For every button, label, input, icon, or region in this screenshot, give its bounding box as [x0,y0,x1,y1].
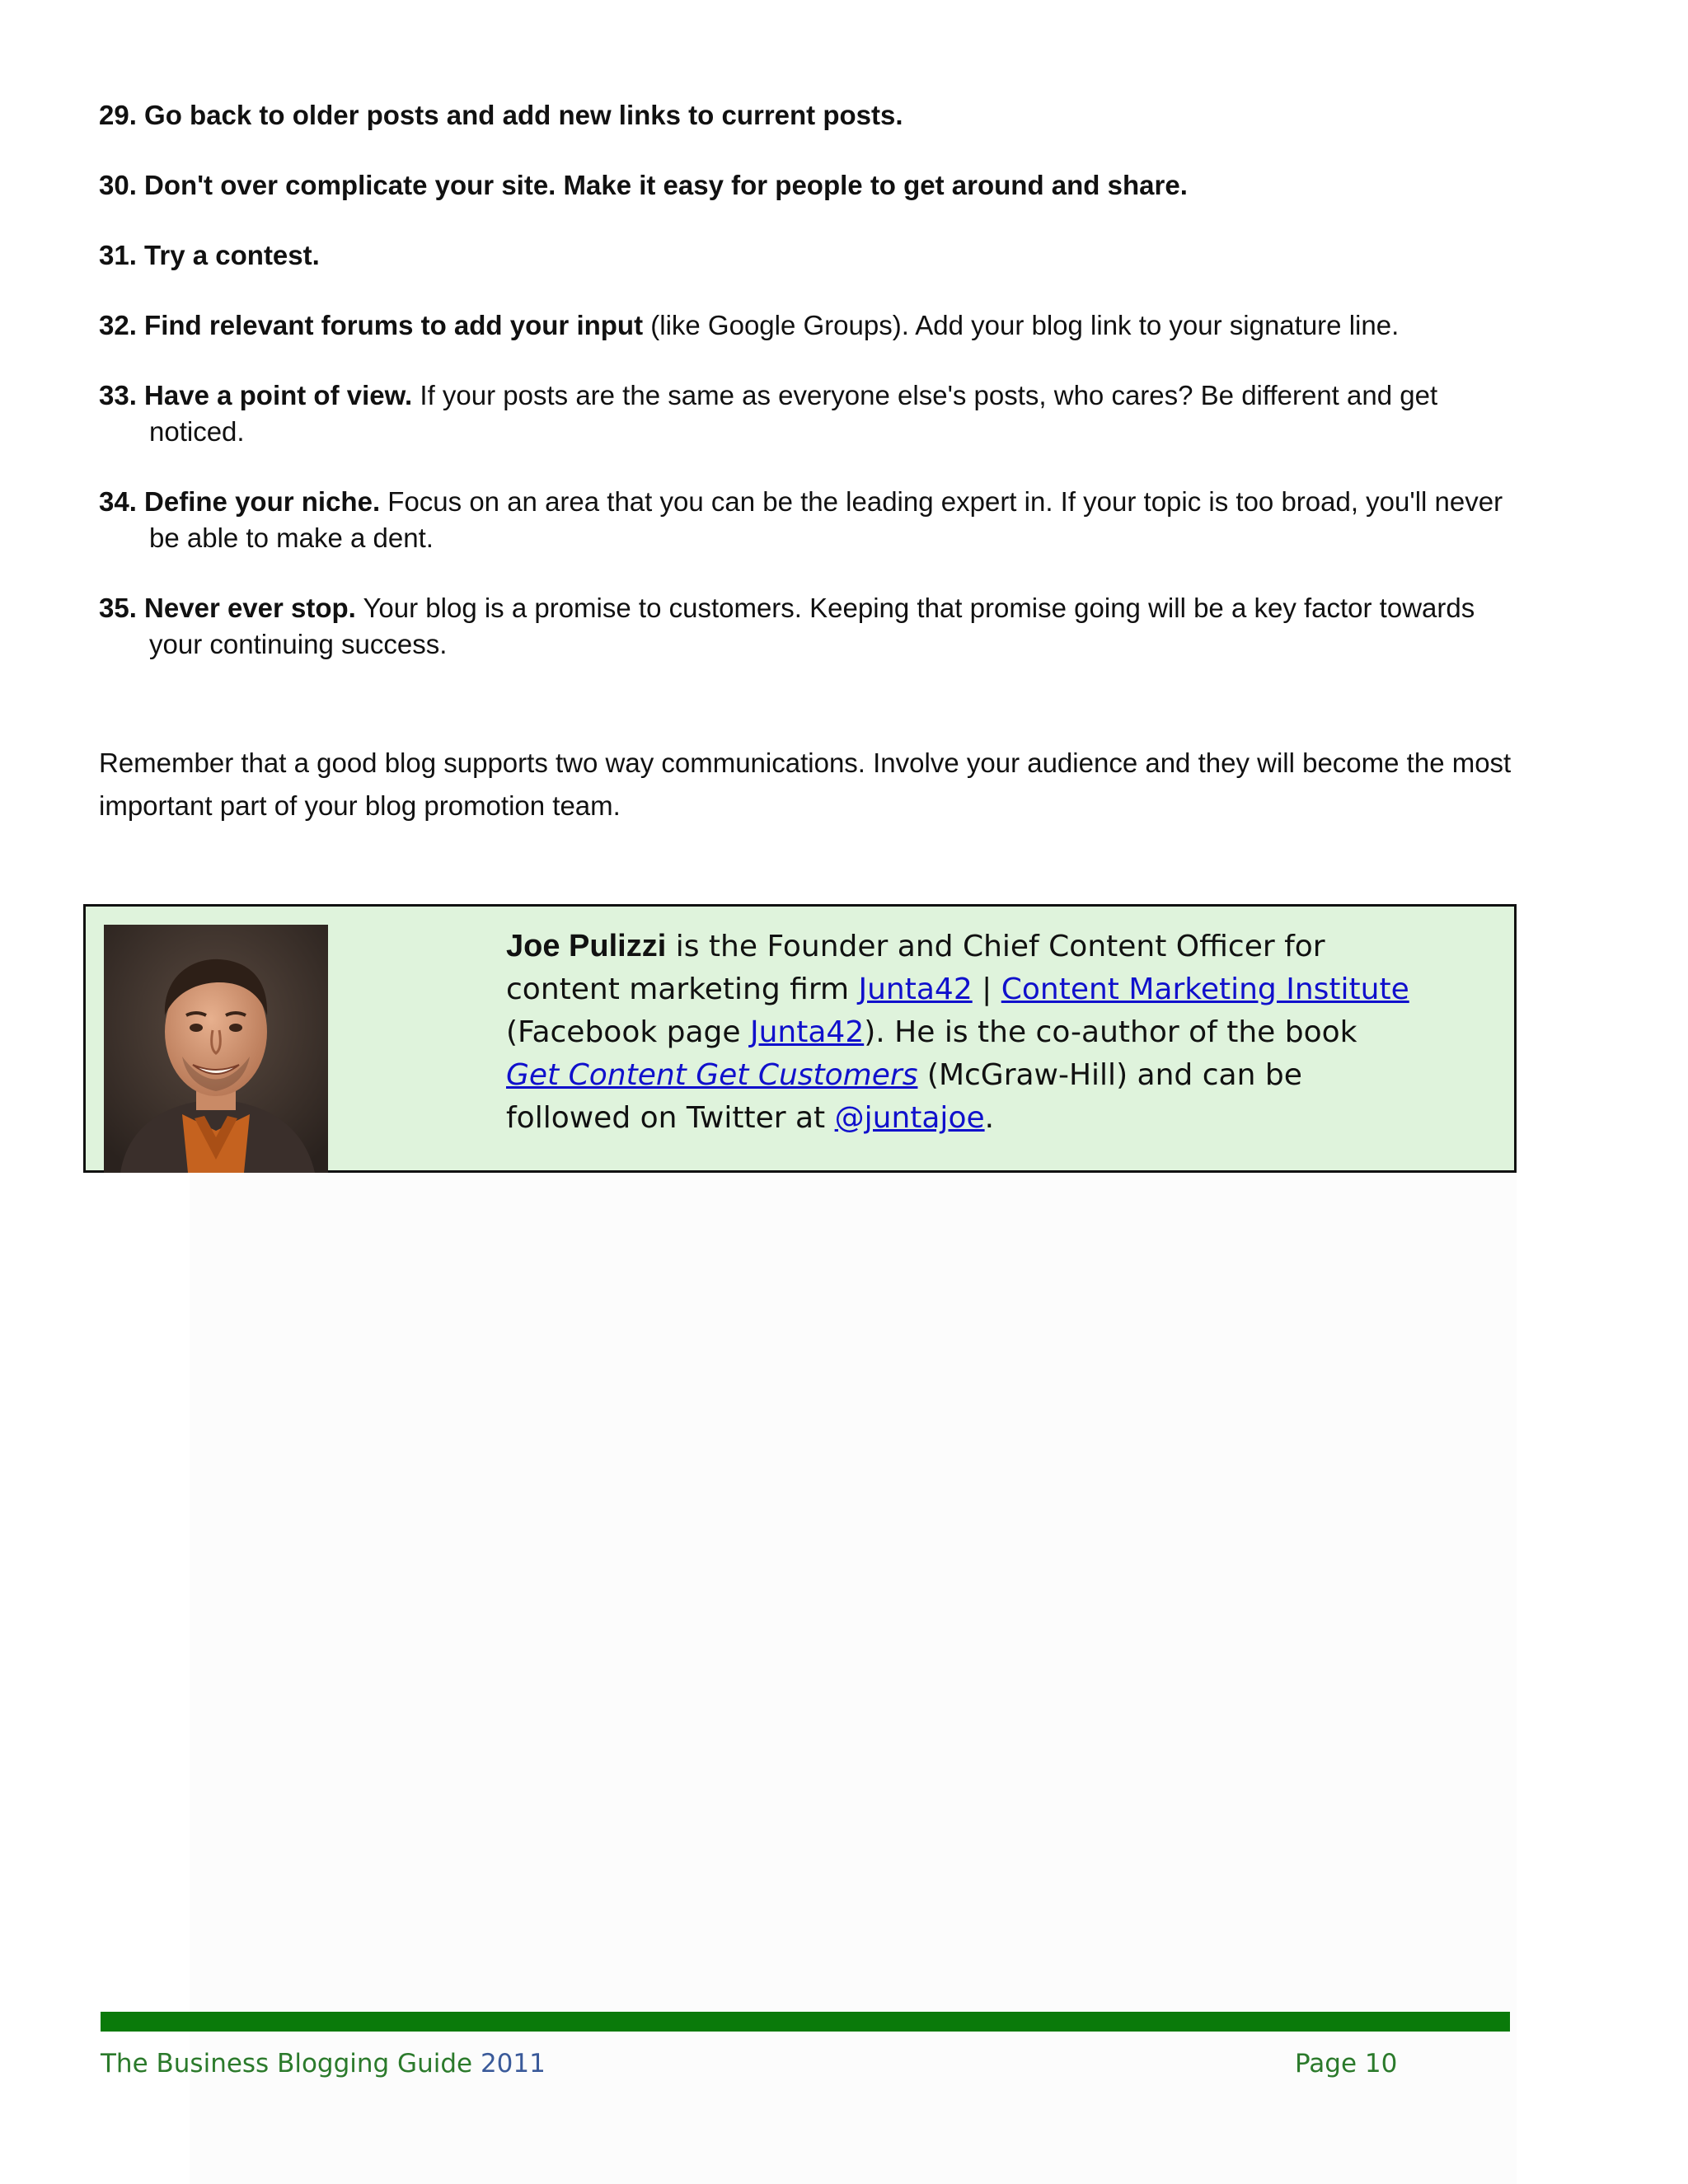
bio-text-segment: ). He is the co-author of the book [864,1015,1357,1049]
tip-30 [99,167,1517,204]
bio-text-segment: (Facebook page [506,1015,750,1049]
facebook-junta42-link[interactable]: Junta42 [750,1015,865,1049]
footer-title-text: The Business Blogging Guide [101,2049,473,2079]
tip-number: 35. [99,593,137,623]
closing-paragraph: Remember that a good blog supports two way communications. Involve your audience and they will become the most important part of your blog promotion team. [99,748,1512,821]
tip-33 [99,377,1517,450]
background-shade [190,1170,1517,2184]
tip-35 [99,590,1517,663]
bio-separator: | [972,972,1001,1006]
page-number: 10 [1364,2049,1398,2079]
tip-heading: Go back to older posts and add new links to current posts. [144,100,903,130]
tip-34 [99,484,1517,556]
footer-year: 2011 [480,2049,546,2079]
footer-rule [101,2012,1510,2032]
tip-body: Your blog is a promise to customers. Keeping that promise going will be a key factor towards your continuing success. [149,593,1475,659]
tip-number: 31. [99,240,137,270]
tip-heading: Have a point of view. [144,380,413,410]
tip-number: 29. [99,100,137,130]
bio-text-segment: (McGraw-Hill) and can be followed on Twitter at [506,1058,1302,1135]
tip-32 [99,307,1517,344]
tip-body: (like Google Groups). Add your blog link to your signature line. [650,310,1400,340]
page-label: Page [1295,2049,1357,2079]
tip-31 [99,237,1517,274]
twitter-link[interactable]: @juntajoe [834,1101,985,1135]
bio-text-segment: is the Founder and Chief Content Officer for content marketing firm [506,930,1325,1006]
tip-number: 32. [99,310,137,340]
author-bio-text [506,925,1413,1140]
tip-body: If your posts are the same as everyone else's posts, who cares? Be different and get noticed. [149,380,1438,447]
tip-body: Focus on an area that you can be the leading expert in. If your topic is too broad, you'll never be able to make a dent. [149,486,1503,553]
tip-number: 34. [99,486,137,517]
footer-page-number [1295,2049,1397,2079]
tip-heading: Try a contest. [144,240,320,270]
junta42-link[interactable]: Junta42 [858,972,973,1006]
book-link[interactable]: Get Content Get Customers [506,1058,918,1092]
bio-text-segment: . [984,1101,995,1135]
footer-title [101,2049,546,2079]
tip-number: 30. [99,170,137,200]
tip-heading: Don't over complicate your site. Make it easy for people to get around and share. [144,170,1188,200]
tip-heading: Find relevant forums to add your input [144,310,644,340]
author-name: Joe Pulizzi [506,929,667,963]
author-bio-box [83,904,1517,1173]
tips-list [99,97,1517,827]
author-photo [104,925,328,1173]
tip-29 [99,97,1517,134]
content-marketing-institute-link[interactable]: Content Marketing Institute [1001,972,1409,1006]
tip-heading: Never ever stop. [144,593,356,623]
author-portrait-image [104,925,328,1173]
tip-number: 33. [99,380,137,410]
tip-heading: Define your niche. [144,486,381,517]
